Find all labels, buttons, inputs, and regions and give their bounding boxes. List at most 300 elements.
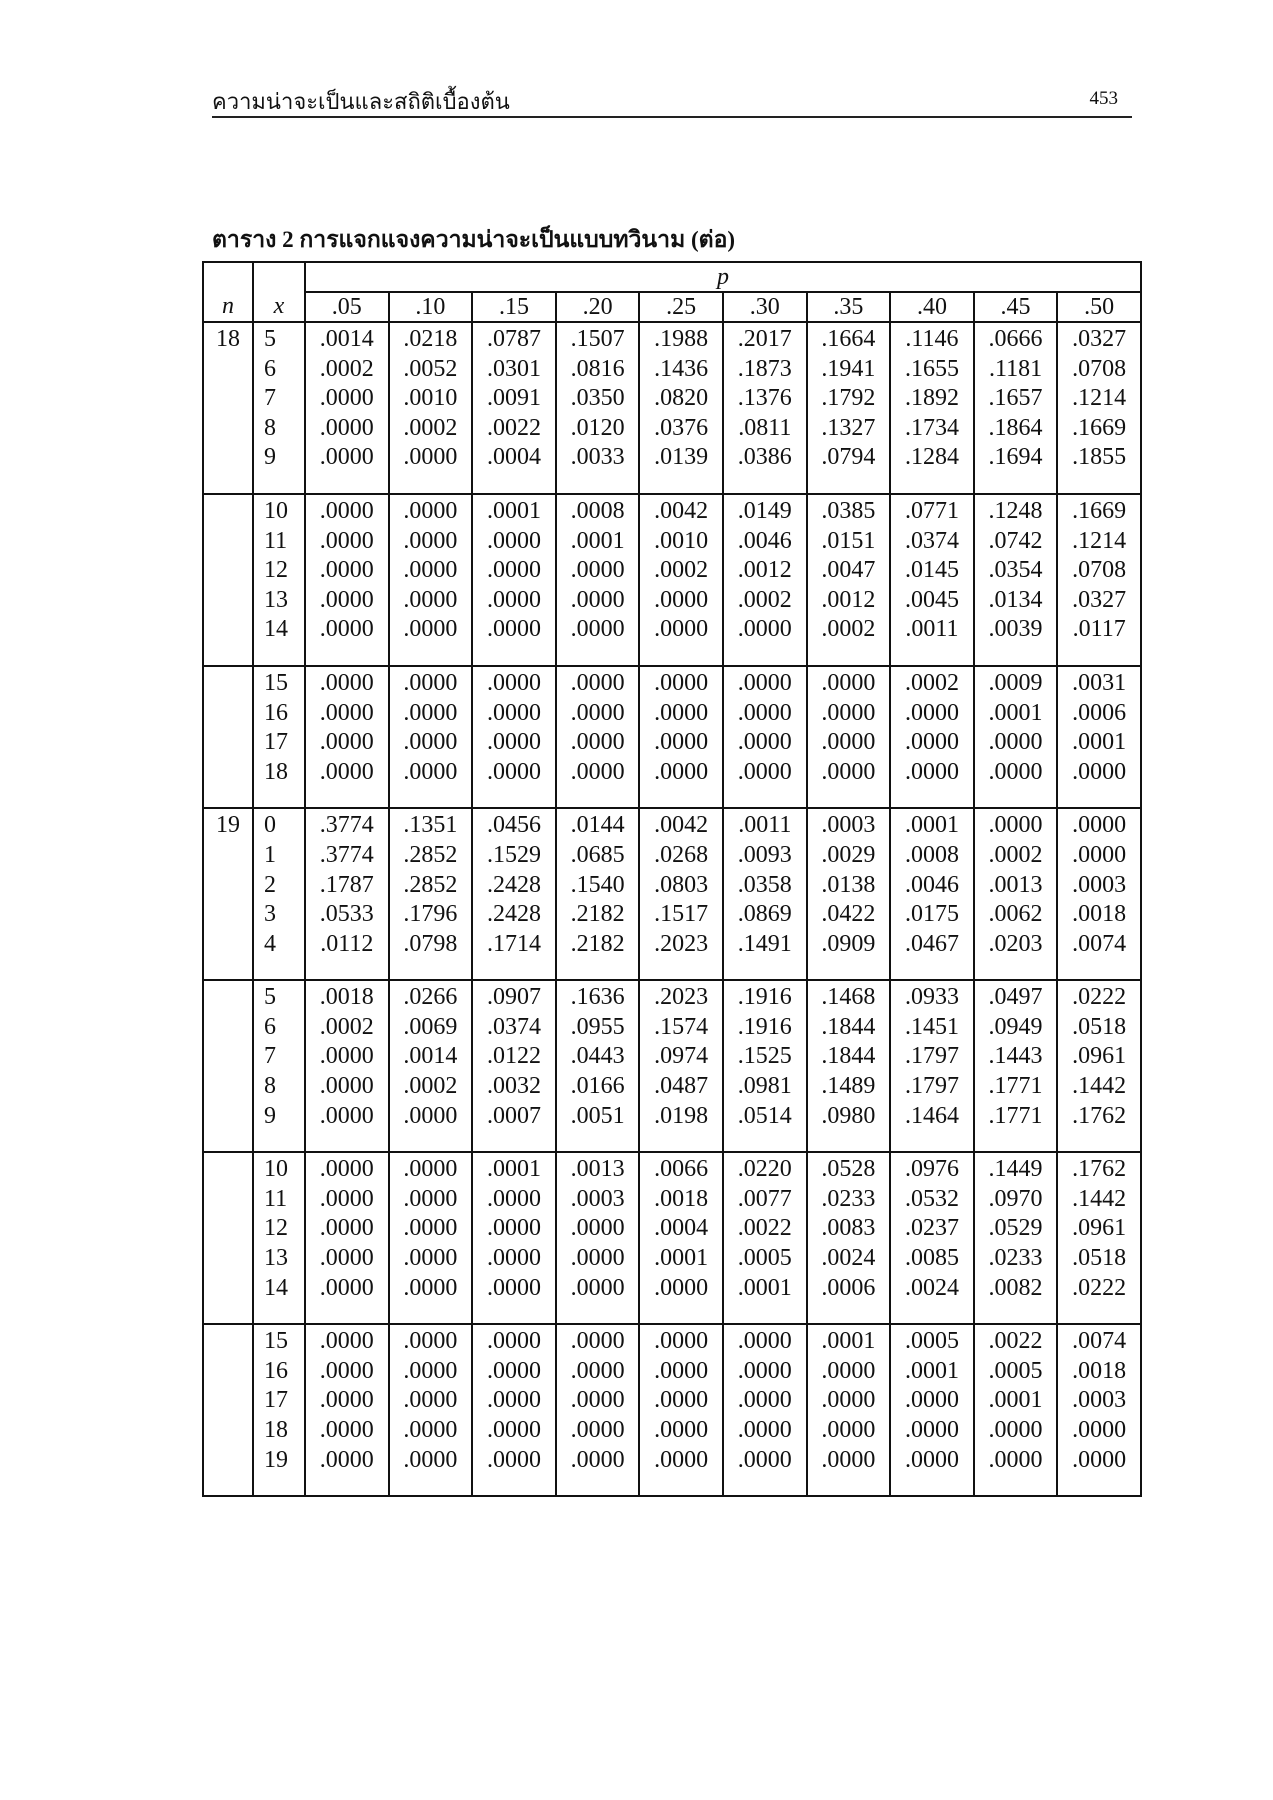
probability-value: .1873 <box>737 355 792 382</box>
probability-value: .0002 <box>403 1073 458 1100</box>
table-block <box>203 666 1141 808</box>
probability-value: .0816 <box>570 355 625 382</box>
probability-value: .0077 <box>737 1185 792 1212</box>
corner-cell <box>203 262 253 292</box>
table-body <box>203 322 1141 1496</box>
probability-column-cell <box>1057 980 1141 1152</box>
x-value: 15 <box>264 669 288 696</box>
probability-value: .0798 <box>403 930 458 957</box>
probability-value: .1855 <box>1072 444 1127 471</box>
x-value: 3 <box>264 901 276 928</box>
probability-value: .0000 <box>904 1387 959 1414</box>
probability-value: .0000 <box>821 729 876 756</box>
probability-value: .0047 <box>821 557 876 584</box>
probability-value: .0000 <box>1072 758 1127 785</box>
probability-column-cell <box>305 980 389 1152</box>
probability-value: .0000 <box>403 1215 458 1242</box>
probability-value: .1464 <box>904 1102 959 1129</box>
probability-value: .0685 <box>570 841 625 868</box>
x-value: 1 <box>264 841 276 868</box>
probability-value: .1214 <box>1072 385 1127 412</box>
probability-column-cell <box>1057 322 1141 494</box>
x-value: 16 <box>264 699 288 726</box>
x-value: 17 <box>264 729 288 756</box>
probability-value: .0803 <box>654 871 709 898</box>
probability-value: .0000 <box>570 758 625 785</box>
probability-value: .0203 <box>988 930 1043 957</box>
probability-value: .0091 <box>486 385 541 412</box>
probability-value: .0358 <box>737 871 792 898</box>
probability-column-cell <box>1057 494 1141 666</box>
probability-column-cell <box>639 980 723 1152</box>
probability-value: .0003 <box>570 1185 625 1212</box>
probability-value: .0000 <box>654 586 709 613</box>
probability-value: .0000 <box>319 414 374 441</box>
probability-value: .0051 <box>570 1102 625 1129</box>
probability-value: .0000 <box>319 586 374 613</box>
probability-value: .0074 <box>1072 1328 1127 1355</box>
probability-value: .0000 <box>486 1245 541 1272</box>
probability-value: .0000 <box>319 1274 374 1301</box>
p-value-header: .45 <box>974 292 1058 322</box>
p-value-header: .05 <box>305 292 389 322</box>
running-header <box>212 84 1132 118</box>
probability-column-cell <box>472 494 556 666</box>
probability-value: .0000 <box>486 758 541 785</box>
probability-value: .0002 <box>319 1013 374 1040</box>
probability-column-cell <box>890 494 974 666</box>
probability-value: .0000 <box>821 1417 876 1443</box>
probability-column-cell <box>1057 808 1141 980</box>
probability-column-cell <box>639 1324 723 1496</box>
x-value: 12 <box>264 557 288 584</box>
probability-column-cell <box>723 666 807 808</box>
probability-value: .0000 <box>403 616 458 643</box>
probability-value: .2852 <box>403 871 458 898</box>
probability-value: .0001 <box>988 1387 1043 1414</box>
probability-value: .0374 <box>486 1013 541 1040</box>
probability-value: .0005 <box>988 1357 1043 1384</box>
probability-value: .0220 <box>737 1156 792 1183</box>
probability-value: .0000 <box>1072 812 1127 839</box>
probability-value: .0000 <box>319 1215 374 1242</box>
probability-value: .0000 <box>821 1387 876 1414</box>
probability-value: .0046 <box>904 871 959 898</box>
x-value: 19 <box>264 1446 288 1473</box>
probability-value: .1787 <box>319 871 374 898</box>
probability-value: .1248 <box>988 497 1043 524</box>
p-value-header: .30 <box>723 292 807 322</box>
probability-value: .0001 <box>1072 729 1127 756</box>
probability-value: .0000 <box>403 1328 458 1355</box>
p-value-header: .35 <box>807 292 891 322</box>
probability-value: .0742 <box>988 527 1043 554</box>
probability-value: .1517 <box>654 901 709 928</box>
probability-value: .0000 <box>319 1387 374 1414</box>
probability-value: .1376 <box>737 385 792 412</box>
probability-value: .0002 <box>904 669 959 696</box>
probability-value: .0000 <box>988 812 1043 839</box>
x-header: x <box>253 292 305 322</box>
probability-value: .1442 <box>1072 1073 1127 1100</box>
x-value: 5 <box>264 984 276 1011</box>
probability-value: .1525 <box>737 1043 792 1070</box>
n-cell <box>203 808 253 980</box>
probability-value: .0005 <box>904 1328 959 1355</box>
probability-value: .0007 <box>486 1102 541 1129</box>
probability-value: .0869 <box>737 901 792 928</box>
probability-value: .1762 <box>1072 1102 1127 1129</box>
x-value: 9 <box>264 444 276 471</box>
probability-value: .1844 <box>821 1013 876 1040</box>
probability-value: .1181 <box>988 355 1043 382</box>
probability-column-cell <box>639 322 723 494</box>
probability-value: .1327 <box>821 414 876 441</box>
probability-value: .0069 <box>403 1013 458 1040</box>
probability-value: .0000 <box>486 1185 541 1212</box>
probability-column-cell <box>639 494 723 666</box>
probability-column-cell <box>305 494 389 666</box>
probability-value: .0000 <box>486 1417 541 1443</box>
x-value: 11 <box>264 1185 288 1212</box>
x-column-cell <box>253 494 305 666</box>
probability-value: .0000 <box>403 527 458 554</box>
probability-value: .0000 <box>821 758 876 785</box>
probability-value: .0000 <box>904 758 959 785</box>
probability-value: .0000 <box>821 1357 876 1384</box>
probability-column-cell <box>639 1152 723 1324</box>
probability-value: .0062 <box>988 901 1043 928</box>
probability-value: .0970 <box>988 1185 1043 1212</box>
probability-value: .0218 <box>403 326 458 352</box>
running-header-title: ความน่าจะเป็นและสถิติเบื้องต้น <box>212 89 510 114</box>
probability-value: .0000 <box>319 1073 374 1100</box>
probability-value: .0001 <box>486 1156 541 1183</box>
probability-value: .0112 <box>320 930 374 957</box>
x-value: 10 <box>264 1156 288 1183</box>
probability-value: .0000 <box>319 385 374 412</box>
x-value: 8 <box>264 1073 276 1100</box>
x-value: 18 <box>264 758 288 785</box>
probability-value: .0004 <box>654 1215 709 1242</box>
probability-column-cell <box>305 1152 389 1324</box>
probability-value: .0000 <box>319 1357 374 1384</box>
probability-value: .0198 <box>654 1102 709 1129</box>
probability-value: .0955 <box>570 1013 625 1040</box>
probability-value: .0033 <box>570 444 625 471</box>
probability-value: .1214 <box>1072 527 1127 554</box>
probability-value: .0000 <box>737 1446 792 1473</box>
probability-value: .1771 <box>988 1102 1043 1129</box>
table-block <box>203 1324 1141 1496</box>
probability-value: .0268 <box>654 841 709 868</box>
probability-value: .0000 <box>319 1328 374 1355</box>
probability-value: .0000 <box>570 1245 625 1272</box>
probability-value: .1442 <box>1072 1185 1127 1212</box>
probability-value: .0074 <box>1072 930 1127 957</box>
probability-column-cell <box>472 980 556 1152</box>
probability-value: .0000 <box>319 1102 374 1129</box>
probability-value: .0045 <box>904 586 959 613</box>
table-block <box>203 808 1141 980</box>
probability-column-cell <box>890 1152 974 1324</box>
probability-value: .0000 <box>737 669 792 696</box>
probability-value: .0008 <box>904 841 959 868</box>
p-value-header: .15 <box>472 292 556 322</box>
probability-value: .0000 <box>570 729 625 756</box>
probability-value: .0000 <box>319 1185 374 1212</box>
n-value <box>204 1327 252 1357</box>
probability-column-cell <box>974 666 1058 808</box>
probability-value: .0000 <box>737 729 792 756</box>
probability-value: .0000 <box>654 1387 709 1414</box>
probability-value: .0000 <box>570 1274 625 1301</box>
probability-value: .0012 <box>737 557 792 584</box>
probability-value: .0000 <box>486 1387 541 1414</box>
probability-value: .1146 <box>905 326 959 352</box>
probability-column-cell <box>556 666 640 808</box>
probability-value: .0000 <box>403 444 458 471</box>
probability-value: .1669 <box>1072 497 1127 524</box>
probability-value: .1762 <box>1072 1156 1127 1183</box>
probability-value: .0000 <box>1072 1446 1127 1473</box>
probability-column-cell <box>807 494 891 666</box>
p-value-header: .20 <box>556 292 640 322</box>
x-value: 8 <box>264 414 276 441</box>
probability-value: .0000 <box>1072 1417 1127 1443</box>
probability-value: .0018 <box>1072 901 1127 928</box>
probability-value: .0001 <box>737 1274 792 1301</box>
probability-value: .2852 <box>403 841 458 868</box>
x-value: 7 <box>264 1043 276 1070</box>
probability-value: .0907 <box>486 984 541 1011</box>
probability-value: .0052 <box>403 355 458 382</box>
probability-value: .0000 <box>737 616 792 643</box>
probability-value: .0000 <box>737 758 792 785</box>
probability-value: .0042 <box>654 812 709 839</box>
probability-column-cell <box>305 322 389 494</box>
probability-value: .0000 <box>403 1357 458 1384</box>
probability-value: .0000 <box>570 1328 625 1355</box>
probability-value: .0000 <box>403 1417 458 1443</box>
probability-value: .0443 <box>570 1043 625 1070</box>
probability-value: .0022 <box>486 414 541 441</box>
probability-value: .0000 <box>904 699 959 726</box>
probability-value: .1540 <box>570 871 625 898</box>
x-column-cell <box>253 666 305 808</box>
probability-value: .0000 <box>403 557 458 584</box>
probability-value: .2428 <box>486 901 541 928</box>
probability-value: .0093 <box>737 841 792 868</box>
probability-value: .0233 <box>988 1245 1043 1272</box>
probability-value: .0000 <box>904 729 959 756</box>
probability-value: .1664 <box>821 326 876 352</box>
probability-value: .0000 <box>319 1417 374 1443</box>
probability-value: .0222 <box>1072 1274 1127 1301</box>
probability-value: .0000 <box>654 1446 709 1473</box>
probability-value: .0004 <box>486 444 541 471</box>
probability-value: .0003 <box>1072 1387 1127 1414</box>
probability-value: .0949 <box>988 1013 1043 1040</box>
x-value: 5 <box>264 326 276 352</box>
probability-value: .0000 <box>486 699 541 726</box>
probability-value: .0518 <box>1072 1013 1127 1040</box>
n-value <box>204 1155 252 1185</box>
probability-value: .0008 <box>570 497 625 524</box>
probability-value: .1796 <box>403 901 458 928</box>
probability-column-cell <box>305 808 389 980</box>
probability-value: .1449 <box>988 1156 1043 1183</box>
probability-column-cell <box>639 666 723 808</box>
probability-column-cell <box>723 980 807 1152</box>
probability-value: .0000 <box>403 1446 458 1473</box>
probability-value: .0000 <box>570 1387 625 1414</box>
probability-value: .0175 <box>904 901 959 928</box>
probability-value: .0000 <box>988 1417 1043 1443</box>
probability-value: .0000 <box>319 527 374 554</box>
n-cell <box>203 322 253 494</box>
probability-value: .0029 <box>821 841 876 868</box>
probability-value: .0000 <box>486 616 541 643</box>
probability-value: .0000 <box>570 1417 625 1443</box>
probability-column-cell <box>389 322 473 494</box>
probability-value: .0528 <box>821 1156 876 1183</box>
probability-value: .0000 <box>319 557 374 584</box>
probability-value: .0000 <box>654 616 709 643</box>
probability-value: .0122 <box>486 1043 541 1070</box>
probability-value: .0013 <box>570 1156 625 1183</box>
probability-value: .0000 <box>570 586 625 613</box>
probability-value: .0000 <box>988 758 1043 785</box>
x-value: 18 <box>264 1417 288 1443</box>
table-block <box>203 322 1141 494</box>
probability-column-cell <box>305 1324 389 1496</box>
probability-value: .0794 <box>821 444 876 471</box>
probability-value: .0013 <box>988 871 1043 898</box>
probability-value: .1468 <box>821 984 876 1011</box>
probability-value: .0000 <box>486 1215 541 1242</box>
probability-value: .1916 <box>737 1013 792 1040</box>
probability-value: .0024 <box>904 1274 959 1301</box>
probability-value: .0000 <box>486 1446 541 1473</box>
probability-value: .0166 <box>570 1073 625 1100</box>
probability-value: .1844 <box>821 1043 876 1070</box>
probability-column-cell <box>556 494 640 666</box>
probability-value: .0000 <box>486 586 541 613</box>
probability-value: .0000 <box>654 699 709 726</box>
probability-value: .0376 <box>654 414 709 441</box>
probability-value: .0000 <box>319 1043 374 1070</box>
probability-value: .0138 <box>821 871 876 898</box>
probability-column-cell <box>974 980 1058 1152</box>
probability-value: .1351 <box>403 812 458 839</box>
probability-value: .0000 <box>403 1185 458 1212</box>
probability-value: .0374 <box>904 527 959 554</box>
table-block <box>203 980 1141 1152</box>
probability-column-cell <box>807 980 891 1152</box>
probability-value: .0000 <box>988 729 1043 756</box>
probability-value: .0909 <box>821 930 876 957</box>
probability-value: .0350 <box>570 385 625 412</box>
probability-value: .0000 <box>988 1446 1043 1473</box>
x-value: 4 <box>264 930 276 957</box>
probability-value: .0327 <box>1072 326 1127 352</box>
x-value: 12 <box>264 1215 288 1242</box>
probability-column-cell <box>389 980 473 1152</box>
probability-value: .0002 <box>654 557 709 584</box>
probability-value: .0000 <box>904 1446 959 1473</box>
probability-column-cell <box>974 1324 1058 1496</box>
probability-value: .0327 <box>1072 586 1127 613</box>
n-cell <box>203 980 253 1152</box>
probability-value: .0018 <box>319 984 374 1011</box>
probability-value: .0003 <box>821 812 876 839</box>
probability-value: .0811 <box>738 414 792 441</box>
probability-value: .0000 <box>570 616 625 643</box>
probability-value: .0000 <box>737 699 792 726</box>
probability-value: .0385 <box>821 497 876 524</box>
probability-value: .0018 <box>1072 1357 1127 1384</box>
probability-value: .0149 <box>737 497 792 524</box>
probability-value: .1636 <box>570 984 625 1011</box>
x-value: 7 <box>264 385 276 412</box>
probability-value: .0000 <box>319 444 374 471</box>
probability-column-cell <box>974 494 1058 666</box>
probability-value: .0422 <box>821 901 876 928</box>
probability-value: .1797 <box>904 1043 959 1070</box>
n-value <box>204 983 252 1013</box>
probability-value: .2182 <box>570 930 625 957</box>
probability-value: .0708 <box>1072 355 1127 382</box>
probability-value: .1792 <box>821 385 876 412</box>
probability-value: .0018 <box>654 1185 709 1212</box>
probability-column-cell <box>556 322 640 494</box>
probability-value: .0456 <box>486 812 541 839</box>
probability-value: .0000 <box>403 699 458 726</box>
n-cell <box>203 1324 253 1496</box>
probability-value: .0000 <box>319 1245 374 1272</box>
probability-value: .0083 <box>821 1215 876 1242</box>
probability-value: .0666 <box>988 326 1043 352</box>
probability-value: .1797 <box>904 1073 959 1100</box>
probability-column-cell <box>890 322 974 494</box>
probability-value: .0011 <box>905 616 959 643</box>
probability-value: .0001 <box>654 1245 709 1272</box>
probability-column-cell <box>389 1152 473 1324</box>
probability-value: .0000 <box>486 669 541 696</box>
probability-column-cell <box>305 666 389 808</box>
probability-value: .0237 <box>904 1215 959 1242</box>
probability-column-cell <box>1057 1152 1141 1324</box>
probability-value: .0012 <box>821 586 876 613</box>
probability-value: .0000 <box>403 497 458 524</box>
x-value: 14 <box>264 1274 288 1301</box>
x-value: 0 <box>264 812 276 839</box>
probability-column-cell <box>890 980 974 1152</box>
probability-column-cell <box>472 666 556 808</box>
probability-value: .0082 <box>988 1274 1043 1301</box>
probability-value: .0022 <box>737 1215 792 1242</box>
probability-value: .0117 <box>1072 616 1126 643</box>
table-caption: ตาราง 2 การแจกแจงความน่าจะเป็นแบบทวินาม (ต่อ) <box>212 227 736 252</box>
binomial-table <box>202 261 1142 1497</box>
probability-value: .0000 <box>570 699 625 726</box>
probability-value: .0000 <box>654 758 709 785</box>
probability-value: .1491 <box>737 930 792 957</box>
probability-value: .0000 <box>737 1357 792 1384</box>
x-value: 17 <box>264 1387 288 1414</box>
probability-column-cell <box>974 322 1058 494</box>
